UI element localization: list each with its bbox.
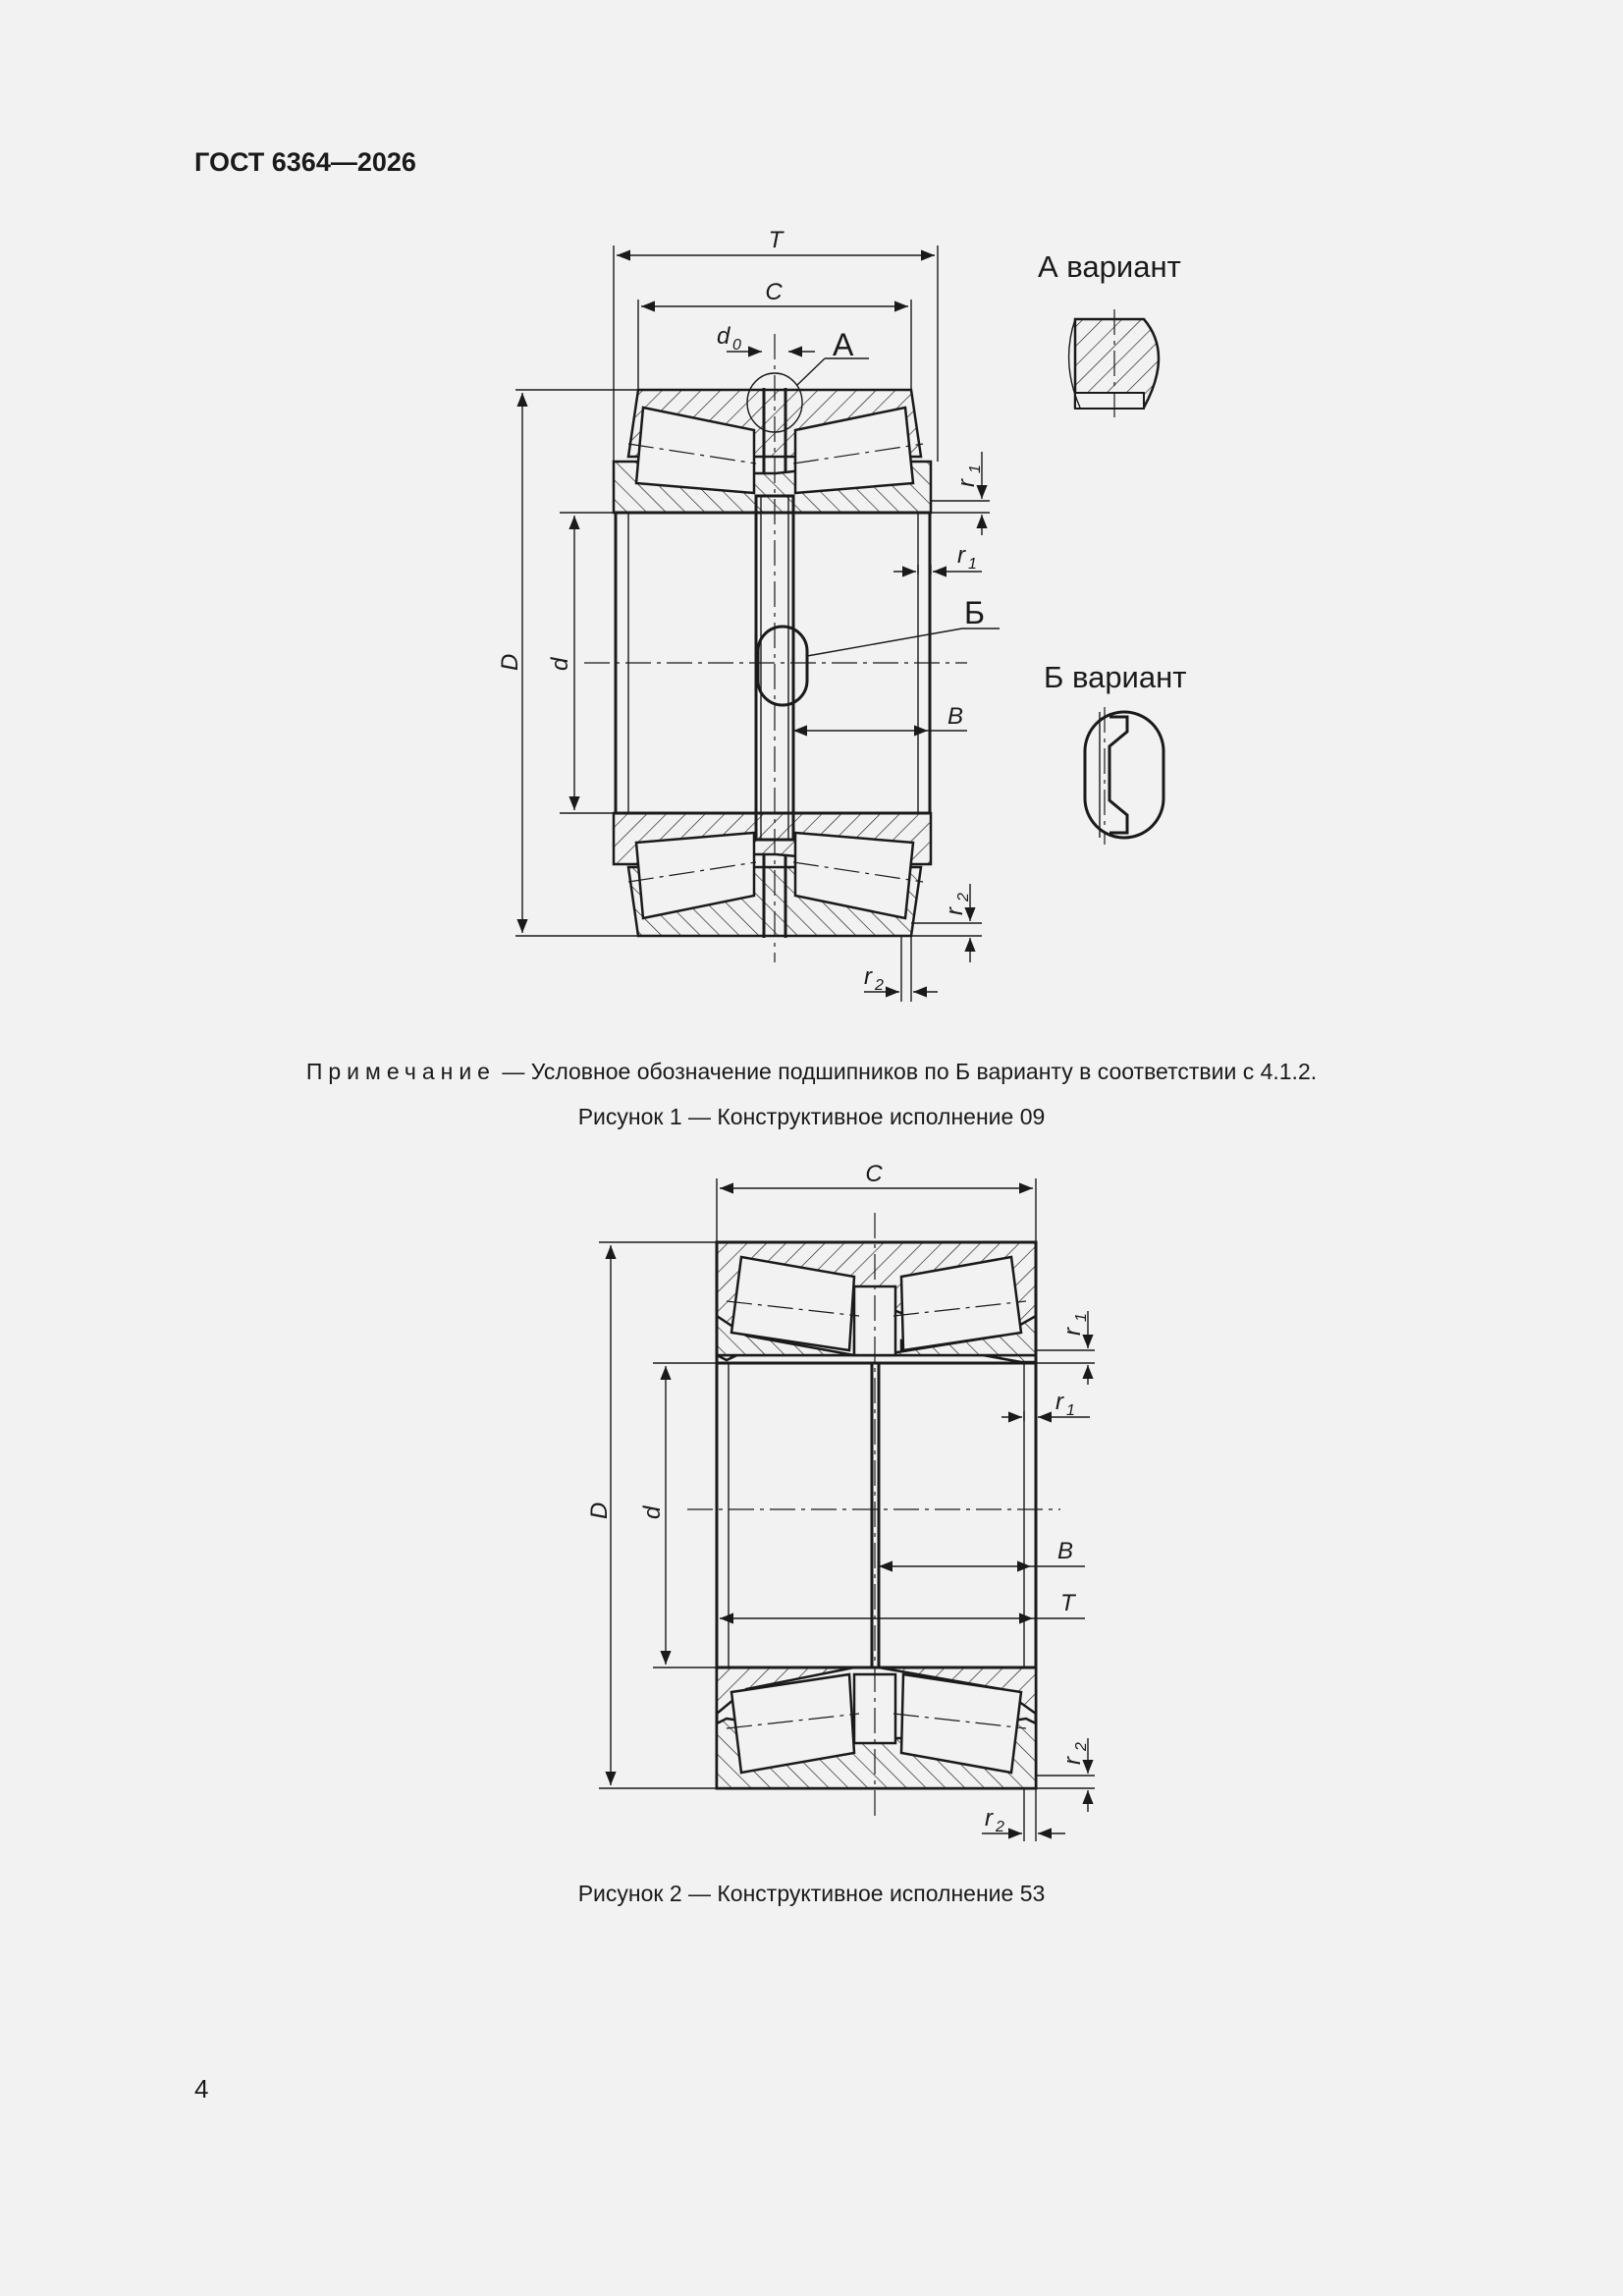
figure-1-caption: Рисунок 1 — Конструктивное исполнение 09 [577, 1104, 1046, 1129]
dim-r1-vertical: r [953, 479, 980, 487]
dim-D-label: D [497, 653, 523, 671]
variant-a-title: А вариант [1038, 249, 1181, 284]
figure-1-drawing [0, 216, 1623, 1021]
dim-d0-label: d [717, 323, 730, 350]
fig2-dim-r1-horizontal: r [1055, 1389, 1063, 1415]
callout-a-label: А [833, 327, 854, 362]
dim-c-label: C [765, 279, 783, 305]
fig2-dim-B-label: B [1057, 1538, 1074, 1564]
fig2-dim-r2-vertical: r [1059, 1757, 1086, 1765]
fig2-dim-d-label: d [639, 1505, 666, 1519]
document-header: ГОСТ 6364—2026 [194, 147, 416, 177]
dim-B-label: B [947, 703, 964, 730]
dim-t-label: T [768, 227, 784, 253]
page-number: 4 [194, 2074, 209, 2104]
dim-r2-vertical-sub: 2 [955, 893, 972, 902]
fig2-dim-r2-horizontal-sub: 2 [996, 1819, 1004, 1835]
dim-r1-horizontal: r [957, 542, 965, 569]
fig2-dim-r1-vertical: r [1059, 1328, 1086, 1336]
dim-d0-sub: 0 [732, 337, 741, 354]
dim-r2-vertical: r [942, 907, 968, 915]
dim-d-label: d [547, 657, 573, 671]
figure-2-caption: Рисунок 2 — Конструктивное исполнение 53 [577, 1881, 1046, 1906]
fig2-dim-r1-horizontal-sub: 1 [1066, 1402, 1075, 1419]
dim-r1-horizontal-sub: 1 [968, 556, 977, 573]
fig2-dim-c-label: C [865, 1161, 883, 1187]
figure-2-drawing [0, 1154, 1623, 1851]
fig2-dim-D-label: D [586, 1502, 613, 1519]
fig2-dim-r2-vertical-sub: 2 [1073, 1742, 1090, 1751]
callout-b-label: Б [964, 595, 985, 630]
fig2-dim-T-label: T [1060, 1590, 1075, 1616]
dim-r2-horizontal: r [864, 963, 872, 990]
variant-b-title: Б вариант [1044, 660, 1187, 694]
fig2-dim-r1-vertical-sub: 1 [1073, 1313, 1090, 1322]
note-text: — Условное обозначение подшипников по Б варианту в соответствии с 4.1.2. [495, 1059, 1318, 1084]
note-prefix: Примечание [305, 1059, 496, 1084]
figure-1-note [0, 1059, 1623, 1085]
dim-r2-horizontal-sub: 2 [875, 977, 884, 994]
fig2-dim-r2-horizontal: r [985, 1805, 993, 1831]
dim-r1-vertical-sub: 1 [967, 465, 984, 473]
